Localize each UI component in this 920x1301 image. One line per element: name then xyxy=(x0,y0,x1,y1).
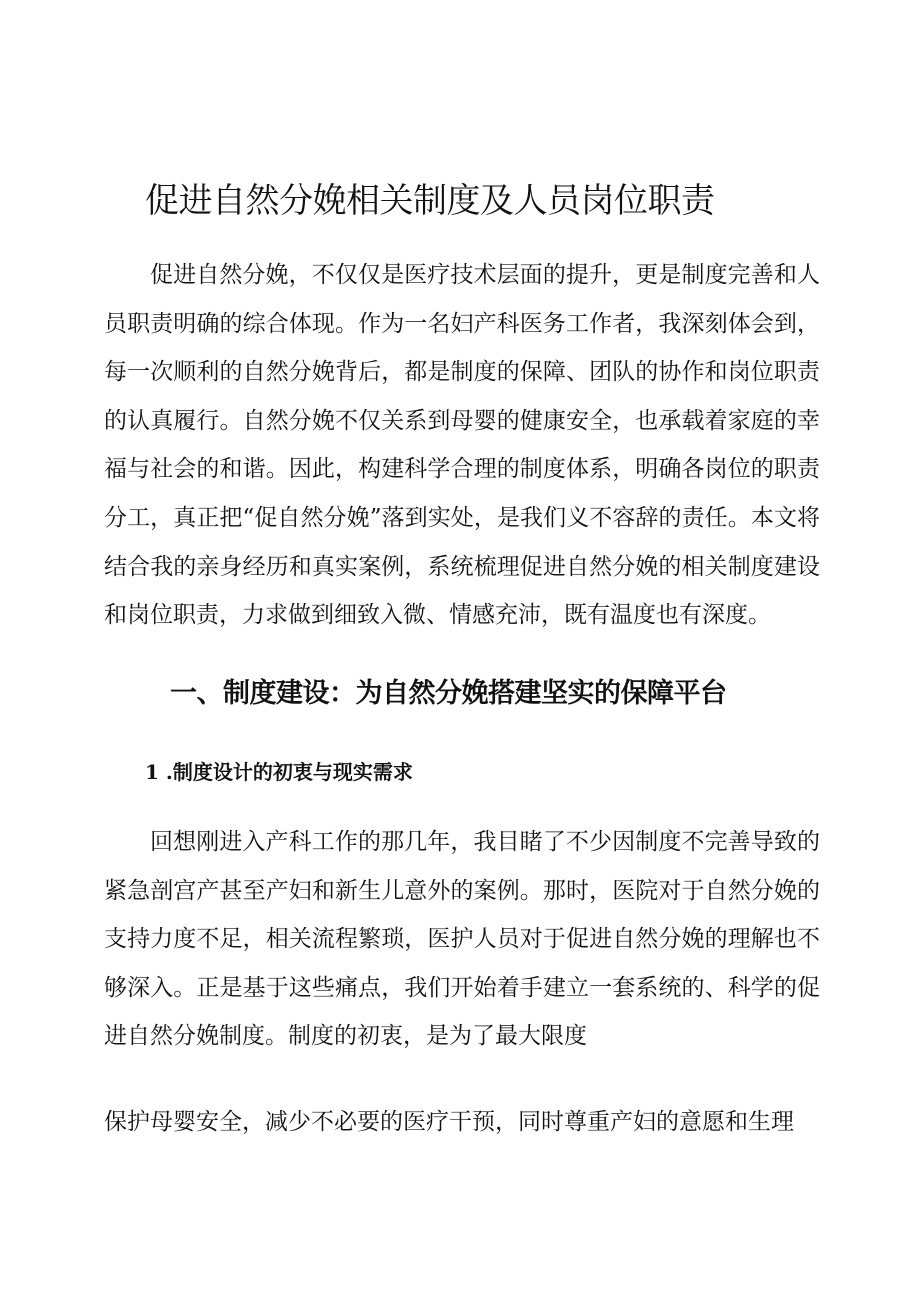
section-heading: 一、制度建设：为自然分娩搭建坚实的保障平台 xyxy=(170,678,727,709)
subsection-heading: 1 .制度设计的初衷与现实需求 xyxy=(145,760,413,784)
document-title: 促进自然分娩相关制度及人员岗位职责 xyxy=(145,181,715,221)
continuation-paragraph: 保护母婴安全，减少不必要的医疗干预，同时尊重产妇的意愿和生理 xyxy=(104,1109,794,1135)
intro-paragraph: 促进自然分娩，不仅仅是医疗技术层面的提升，更是制度完善和人员职责明确的综合体现。作为一名妇产科医务工作者，我深刻体会到，每一次顺利的自然分娩背后，都是制度的保障、团队的协作和岗位职责的认真履行。自然分娩不仅关系到母婴的健康安全，也承载着家庭的幸福与社会的和谐。因此，构建科学合理的制度体系，明确各岗位的职责分工，真正把“促自然分娩”落到实处，是我们义不容辞的责任。本文将结合我的亲身经历和真实案例，系统梳理促进自然分娩的相关制度建设和岗位职责，力求做到细致入微、情感充沛，既有温度也有深度。 xyxy=(104,262,820,629)
subsection-paragraph: 回想刚进入产科工作的那几年，我目睹了不少因制度不完善导致的紧急剖宫产甚至产妇和新生儿意外的案例。那时，医院对于自然分娩的支持力度不足，相关流程繁琐，医护人员对于促进自然分娩的理解也不够深入。正是基于这些痛点，我们开始着手建立一套系统的、科学的促进自然分娩制度。制度的初衷，是为了最大限度 xyxy=(104,829,820,1050)
